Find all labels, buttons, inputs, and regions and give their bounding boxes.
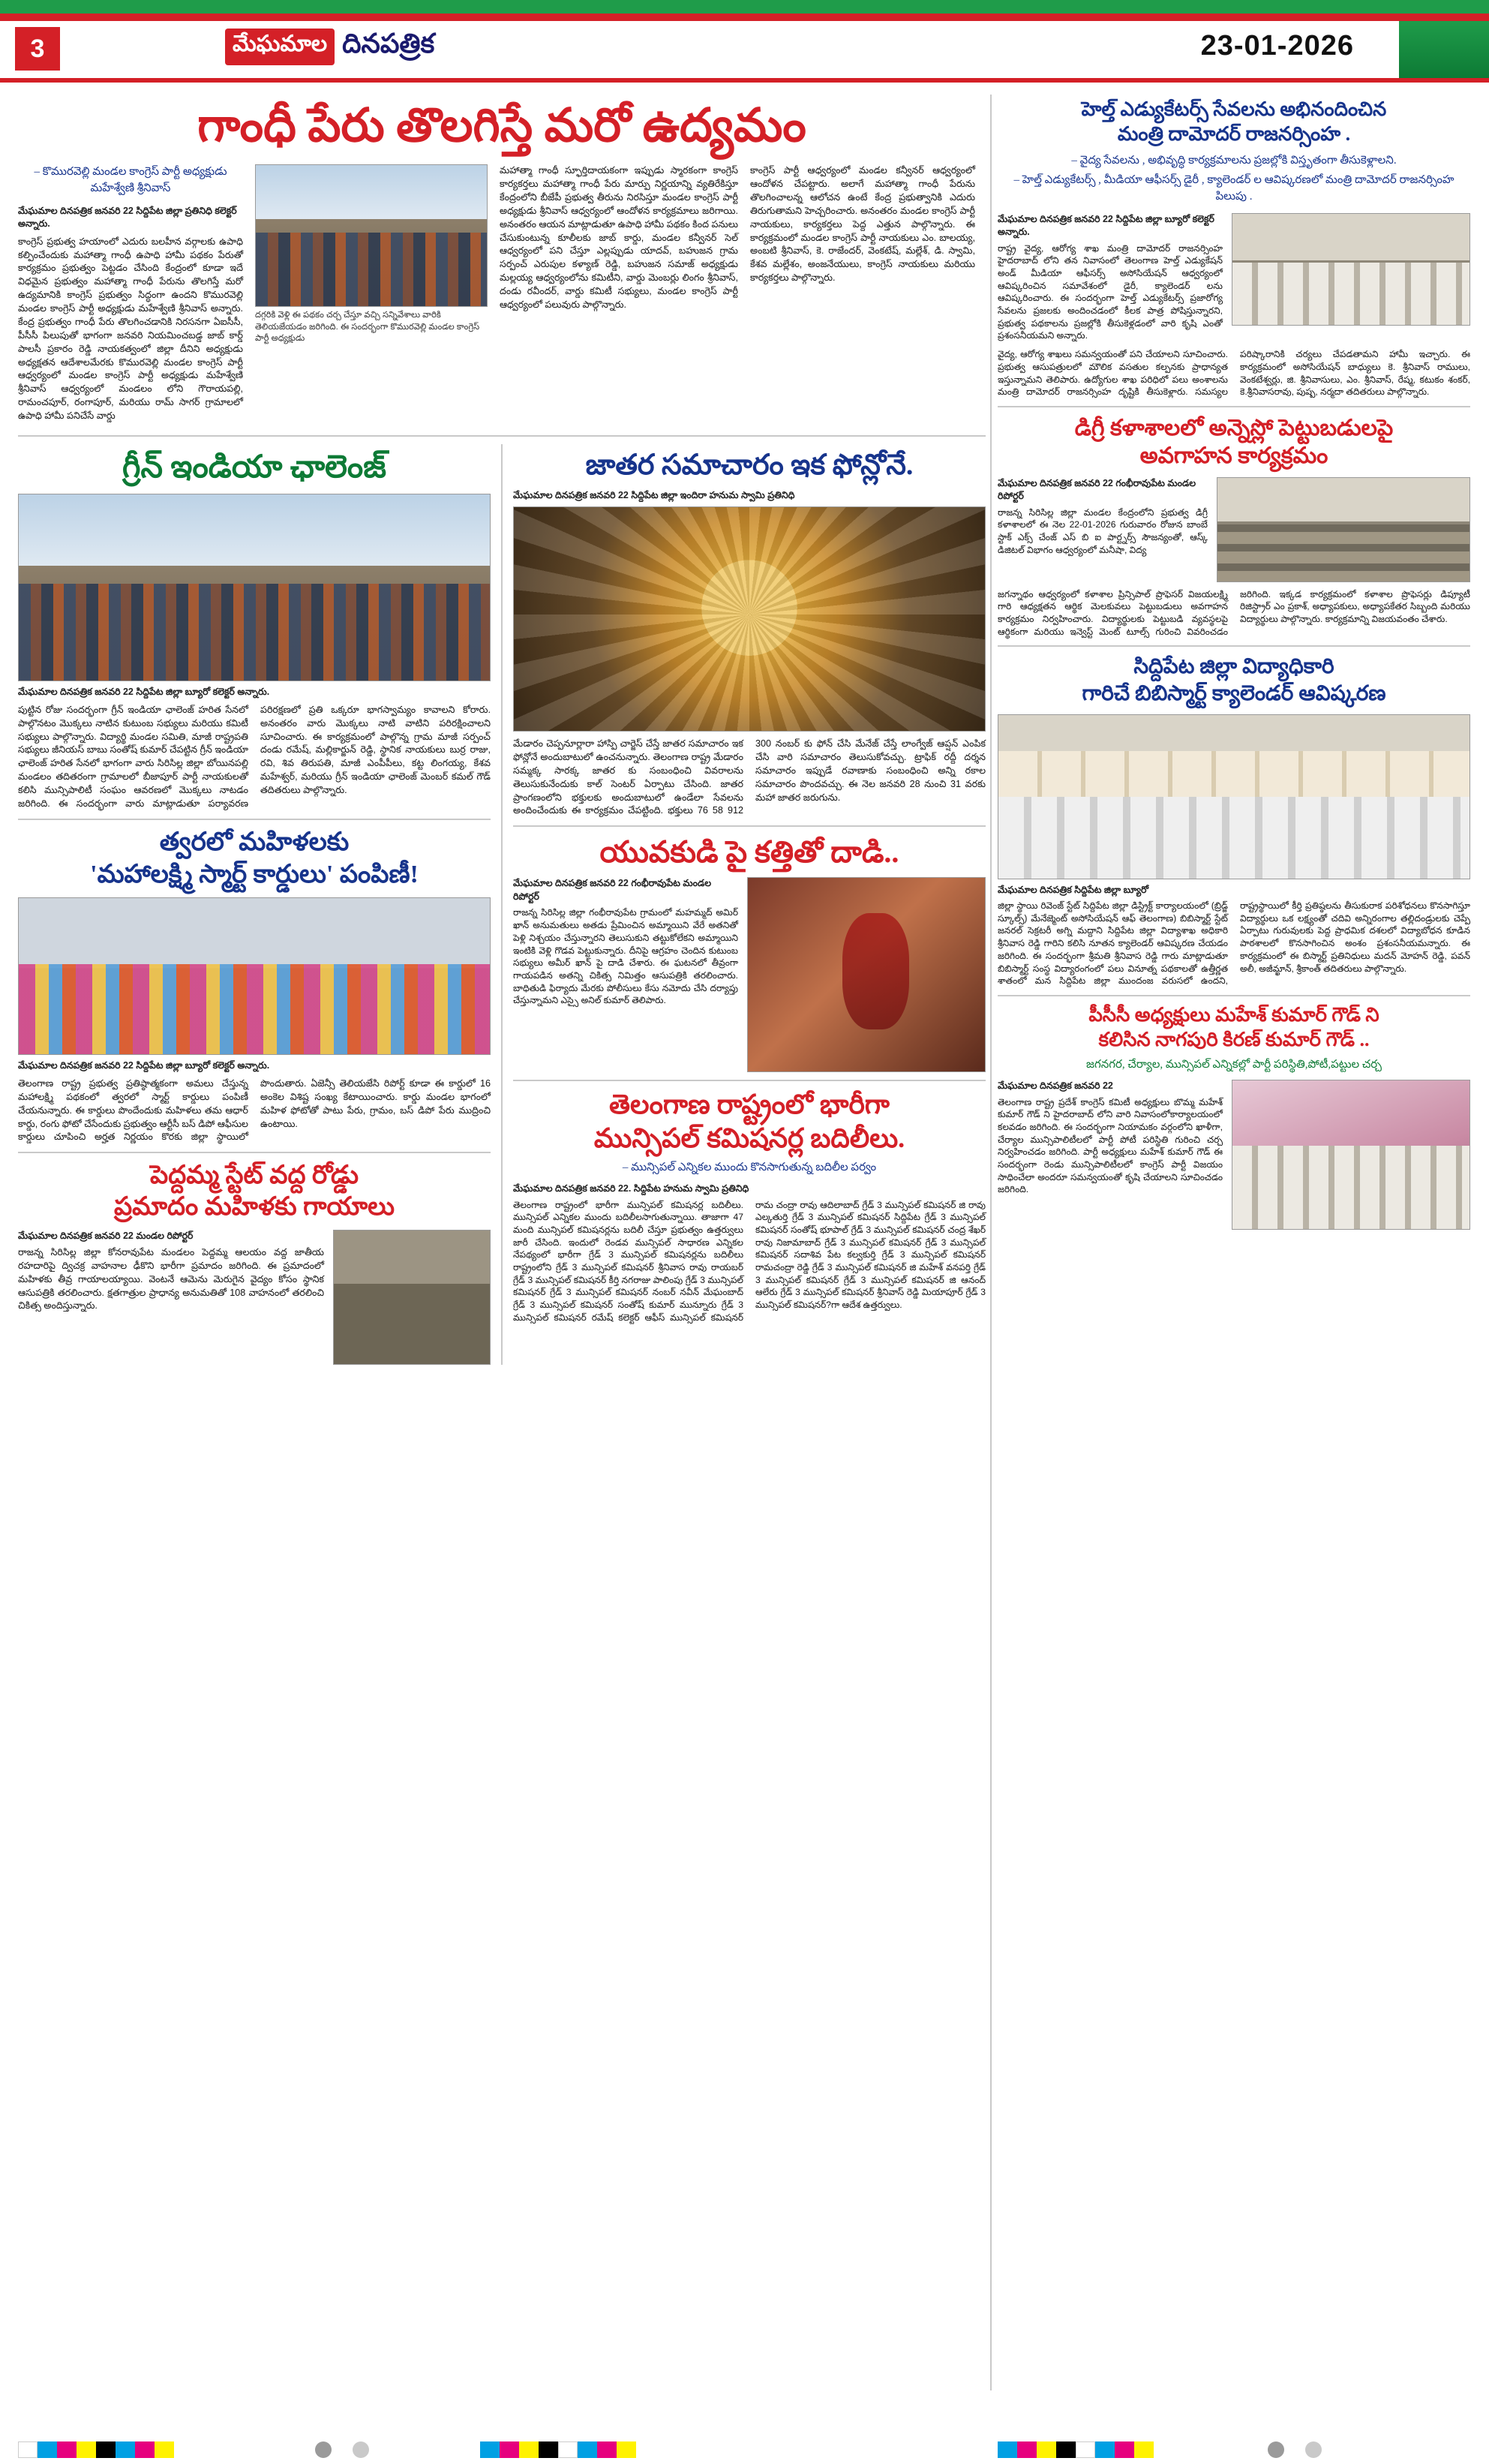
lead-photo bbox=[255, 164, 488, 307]
health-educators-story bbox=[998, 98, 1470, 398]
pcc-byline: మేఘమాల దినపత్రిక జనవరి 22 bbox=[998, 1080, 1113, 1091]
right-column bbox=[998, 95, 1470, 1230]
color-registration-bar-mid bbox=[480, 2441, 636, 2458]
lead-col-2: మహాత్మా గాంధీ స్ఫూర్తిదాయకంగా ఇప్పుడు స్మారకంగా కాంగ్రెస్ కార్యకర్తలు మహాత్మా గాంధీ పేరు మార్పు నిర్ణయాన్ని వ్యతిరేకిస్తూ కేంద్రంలోని బీజేపీ ప్రభుత్వ తీరును నిరసిస్తూ మండల కాంగ్రెస్ పార్టీ అధ్యక్షుడు శ్రీనివాస్ ఆధ్వర్యంలో ఆందోళన కార్యక్రమాలు జరిగాయి. అనంతరం ఆయన మాట్లాడుతూ ఉపాధి హామీ పథకం కింద పనులు చేసుకుంటున్న కూలీలకు జాబ్ కార్డు, మండల కన్వీనర్ సెల్ ఆధ్వర్యంలో పని చేస్తూ ఎల్లప్పుడు యాదవ్, బహుజన గ్రామ సర్పంచ్ ఎరుపుల కళ్యాణ్ రెడ్డి, బహుజన సమాజ్ అధ్యక్షుడు మల్లయ్య ఆధ్వర్యంలోను కమిటీని, వార్డు మెంబర్లు లింగం శ్రీనివాస్, దండు రవీందర్, వార్డు కమిటీ సభ్యులు, మండల కాంగ్రెస్ పార్టీ ఆధ్వర్యంలో పలువురు పాల్గొన్నారు. bbox=[500, 165, 738, 310]
mahalakshmi-story bbox=[18, 828, 491, 1144]
registration-mark-1 bbox=[315, 2441, 332, 2458]
attack-byline: మేఘమాల దినపత్రిక జనవరి 22 గంభీరావుపేట మండల రిపోర్టర్ bbox=[513, 878, 712, 902]
lead-byline: మేఘమాల దినపత్రిక జనవరి 22 సిద్దిపేట జిల్లా ప్రతినిధి కలెక్టర్ అన్నారు. bbox=[18, 205, 237, 230]
color-registration-bar-right bbox=[998, 2441, 1154, 2458]
bis-headline-1: సిద్దిపేట జిల్లా విద్యాధికారి bbox=[1133, 655, 1334, 679]
jatara-headline: జాతర సమాచారం ఇక ఫోన్లోనే. bbox=[585, 449, 914, 481]
logo-secondary: దినపత్రిక bbox=[342, 28, 435, 59]
health-headline-1: హెల్త్ ఎడ్యుకేటర్స్ సేవలను అభినందించిన bbox=[1081, 98, 1387, 120]
municipal-headline-1: తెలంగాణ రాష్ట్రంలో భారీగా bbox=[609, 1089, 890, 1120]
issue-date: 23-01-2026 bbox=[1200, 30, 1354, 62]
municipal-story bbox=[513, 1089, 986, 1324]
newspaper-logo bbox=[225, 23, 434, 71]
degree-college-story bbox=[998, 415, 1470, 639]
degree-byline: మేఘమాల దినపత్రిక జనవరి 22 గంభీరావుపేట మండల రిపోర్టర్ bbox=[998, 477, 1196, 502]
green-india-headline: గ్రీన్ ఇండియా ఛాలెంజ్ bbox=[122, 449, 386, 485]
masthead-green-block bbox=[1399, 21, 1489, 78]
degree-headline-1: డిగ్రీ కళాశాలలో అన్నెస్లో పెట్టుబడులపై bbox=[1074, 415, 1394, 440]
green-india-byline: మేఘమాల దినపత్రిక జనవరి 22 సిద్దిపేట జిల్లా బ్యూరో కలెక్టర్ అన్నారు. bbox=[18, 687, 270, 698]
peddamma-story bbox=[18, 1161, 491, 1365]
masthead-green-bar bbox=[0, 0, 1489, 14]
mahalakshmi-headline-1: త్వరలో మహిళలకు bbox=[159, 828, 350, 856]
lead-photo-caption: దగ్గరికి వెళ్లి ఈ పథకం చర్చ చేస్తూ వచ్చి సన్నివేశాలు వారికి తెలియజేయడం జరిగింది. ఈ సందర్భంగా కొమురవెల్లి మండల కాంగ్రెస్ పార్టీ అధ్యక్షుడు bbox=[255, 311, 480, 343]
pcc-story bbox=[998, 1004, 1470, 1230]
health-photo bbox=[1232, 213, 1470, 326]
attack-headline: యువకుడి పై కత్తితో దాడి.. bbox=[599, 835, 899, 870]
municipal-kicker: – మున్సిపల్ ఎన్నికల ముందు కొనసాగుతున్న బదిలీల పర్వం bbox=[622, 1161, 877, 1174]
green-india-body: పుట్టిన రోజు సందర్భంగా గ్రీన్ ఇండియా ఛాలెంజ్ హరిత సేనలో పాల్గొనటం మొక్కలు నాటిన కుటుంబ సభ్యులు మరియు కమిటీ సభ్యులు పాల్గొన్నారు. విద్యార్థి మండల సమితి, మాజీ రాష్ట్రపతి సభ్యులు జీనియస్ బాబు సంతోష్ కుమార్ చేపట్టిన గ్రీన్ ఇండియా ఛాలెంజ్ హరిత సేనలో భాగంగా వారు సిరిసిల్ల జిల్లా బోయినపల్లి మండలం తదితరంగా గ్రామాలలో బీజాపూర్ పార్టీ నాయకులతో కలిసి మున్సిపాలిటీ సంఘం ఆవరణలో మొక్కలు నాటడం జరిగింది. ఈ సందర్భంగా వారు మాట్లాడుతూ పర్యావరణ పరిరక్షణలో ప్రతి ఒక్కరూ భాగస్వామ్యం కావాలని కోరారు. అనంతరం వారు మొక్కలు నాటి వాటిని పరిరక్షించాలని సూచించారు. ఈ కార్యక్రమంలో పాల్గొన్న గ్రామ మాజీ సర్పంచ్ దండు రమేష్, మల్లికార్జున్ రెడ్డి, స్థానిక నాయకులు బుర్ర రాజు, రవి, శివ తిరుపతి, మాజీ ఎంపీపీలు, కట్ట లింగయ్య, కేశవ మహేశ్వర్, మరియు గ్రీన్ ఇండియా ఛాలెంజ్ మెంబర్ కమల్ గౌడ్ తదితరులు పాల్గొన్నారు. bbox=[18, 704, 491, 809]
bis-headline-2: గారిచే బిబిస్మార్ట్ క్యాలెండర్ ఆవిష్కరణ bbox=[1082, 682, 1386, 705]
jatara-divider bbox=[513, 825, 986, 827]
health-bullet-2: – హెల్త్ ఎడ్యుకేటర్స్ , మీడియా ఆఫీసర్స్ డైరీ , క్యాలెండర్ ల ఆవిష్కరణలో మంత్రి దామోదర్ రాజనర్సింహ పిలుపు . bbox=[1013, 174, 1454, 203]
registration-mark-2 bbox=[353, 2441, 369, 2458]
health-byline: మేఘమాల దినపత్రిక జనవరి 22 సిద్దిపేట జిల్లా బ్యూరో కలెక్టర్ అన్నారు. bbox=[998, 213, 1214, 238]
degree-divider bbox=[998, 645, 1470, 647]
municipal-body: తెలంగాణ రాష్ట్రంలో భారీగా మున్సిపల్ కమిషనర్ల బదిలీలు. మున్సిపల్ ఎన్నికల ముందు బదిలీలసాగుతున్నాయి. తాజాగా 47 మంది మున్సిపల్ కమిషనర్లను బదిలీ చేస్తూ ప్రభుత్వం ఉత్తర్వులు జారీ చేసింది. ఇందులో రెండవ మున్సిపల్ సాధారణ ఎన్నికల నేపథ్యంలో భారీగా గ్రేడ్ 3 మున్సిపల్ కమిషనర్లను బదిలీలు రాష్ట్రంలోని గ్రేడ్ 3 మున్సిపల్ కమిషనర్ శ్రీనివాస రావు రాయబర్ గ్రేడ్ 3 మున్సిపల్ కమిషనర్ కీర్తి నగరాజు పాలింపు గ్రేడ్ 3 మున్సిపల్ కమిషనర్ గ్రేడ్ 3 మున్సిపల్ కమిషనర్ నంబర్ నవీన్ మేఘంబాద్ గ్రేడ్ 3 మున్సిపల్ కమిషనర్ సంతోష్ కుమార్ మున్నూరు గ్రేడ్ 3 మున్సిపల్ కమిషనర్ రమేష్ కలెక్టర్ ఆఫీస్ మున్సిపల్ కమిషనర్ రామ చంద్రా రావు ఆదిలాబాద్ గ్రేడ్ 3 మున్సిపల్ కమిషనర్ జి రావు ఎల్కతుర్తి గ్రేడ్ 3 మున్సిపల్ కమిషనర్ సిద్దిపేట గ్రేడ్ 3 మున్సిపల్ కమిషనర్ సంతోష్ భూపాల్ గ్రేడ్ 3 మున్సిపల్ కమిషనర్ చంద్ర శేఖర్ రావు నిజామాబాద్ గ్రేడ్ 3 మున్సిపల్ కమిషనర్ గ్రేడ్ 3 మున్సిపల్ కమిషనర్ సదాశివ పేట కల్వకుర్తి గ్రేడ్ 3 మున్సిపల్ కమిషనర్ రామచంద్రా రెడ్డి గ్రేడ్ 3 మున్సిపల్ కమిషనర్ జి మహేశ్ వనపర్తి గ్రేడ్ 3 మున్సిపల్ కమిషనర్ గ్రేడ్ 3 మున్సిపల్ కమిషనర్ జి ఆనంద్ ఆలేరు గ్రేడ్ 3 మున్సిపల్ కమిషనర్ శ్రీనివాస్ రెడ్డి మియాపూర్ గ్రేడ్ 3 మున్సిపల్ కమిషనర్?గా ఆదేశ ఉత్తర్వులు. bbox=[513, 1199, 986, 1323]
health-divider bbox=[998, 406, 1470, 407]
pcc-photo bbox=[1232, 1080, 1470, 1230]
registration-mark-4 bbox=[1305, 2441, 1322, 2458]
attack-body: రాజన్న సిరిసిల్ల జిల్లా గంభీరావుపేట గ్రామంలో మహమ్మద్ అమిర్ ఖాన్ అనుమతులు అతడు ప్రేమించిన అమ్మాయిని వేరే అతనితో పెళ్లి నిశ్చయం చేస్తున్నారని తెలుసుకుని తట్టుకోలేకని అమ్మాయిని ఇంటికి వెళ్లి గొడవ పెట్టుకున్నారు. దీనిపై ఆగ్రహం చెందిన కుటుంబ సభ్యులు అమీర్ ఖాన్ పై దాడి చేశారు. ఈ ఘటనలో తీవ్రంగా గాయపడిన అతన్ని చికిత్స నిమిత్తం ఆసుపత్రికి తరలించారు. బాధితుడి ఫిర్యాదు మేరకు పోలీసులు కేసు నమోదు చేసి దర్యాప్తు చేస్తున్నామని ఎస్సై అనిల్ కుమార్ తెలిపారు. bbox=[513, 907, 738, 1006]
pcc-headline-2: కలిసిన నాగపురి కిరణ్ కుమార్ గౌడ్ .. bbox=[1098, 1028, 1370, 1050]
health-headline-2: మంత్రి దామోదర్ రాజనర్సింహ . bbox=[1117, 123, 1351, 146]
lead-story bbox=[18, 99, 986, 423]
jatara-byline: మేఘమాల దినపత్రిక జనవరి 22 సిద్దిపేట జిల్లా ఇందిరా హనుమ స్వామి ప్రతినిధి bbox=[513, 489, 795, 500]
degree-col-2: జగన్నాథం ఆధ్వర్యంలో కళాశాల ప్రిన్సిపాల్ ప్రొఫెసర్ విజయలక్ష్మి గారి ఆధ్యక్షతన ఆర్థిక మెలకువలు పెట్టుబడులు అవగాహన కార్యక్రమం నిర్వహించారు. విద్యార్థులకు పెట్టుబడి వ్యవస్థలపై ఆర్థికంగా మరియు ఇన్వెస్ట్ మెంట్ టూల్స్ గురించి వివరించడం జరిగింది. ఇక్కడ కార్యక్రమంలో కళాశాల ప్రొఫెసర్లు డిప్యూటీ రిజిస్ట్రార్ ఎం ప్రకాశ్, అధ్యాపకులు, అధ్యాపకేతర సిబ్బంది మరియు విద్యార్థులు పాల్గొన్నారు. కార్యక్రమాన్ని విజయవంతం చేశారు. bbox=[998, 588, 1470, 637]
municipal-byline: మేఘమాల దినపత్రిక జనవరి 22. సిద్దిపేట హనుమ స్వామి ప్రతినిధి bbox=[513, 1183, 749, 1194]
bis-calendar-story bbox=[998, 654, 1470, 987]
page-number: 3 bbox=[15, 27, 60, 71]
health-col-2: వైద్య, ఆరోగ్య శాఖలు సమన్వయంతో పని చేయాలని సూచించారు. ప్రభుత్వ ఆసుపత్రులలో మౌలిక వసతుల కల్పనకు ప్రాధాన్యత ఇస్తున్నామని తెలిపారు. ఉద్యోగుల శాఖ పరిధిలో పలు అంశాలను మంత్రి దామోదర్ రాజనర్సింహ దృష్టికి తీసుకెళ్లారు. సమస్యల పరిష్కారానికి చర్యలు చేపడతామని హామీ ఇచ్చారు. ఈ కార్యక్రమంలో అసోసియేషన్ బాధ్యులు కె. శ్రీనివాస్ రాములు, వెంకటేశ్వర్లు, జి. శ్రీనివాసులు, ఎం. శ్రీనివాస్, రేష్మ, కటుకం శంకర్, కె.శ్రీనివాసరావు, పుష్ప, నర్మదా తదితరులు పాల్గొన్నారు. bbox=[998, 349, 1470, 398]
lead-divider bbox=[18, 435, 986, 437]
mahalakshmi-byline: మేఘమాల దినపత్రిక జనవరి 22 సిద్దిపేట జిల్లా బ్యూరో కలెక్టర్ అన్నారు. bbox=[18, 1060, 270, 1071]
pcc-body: తెలంగాణ రాష్ట్ర ప్రదేశ్ కాంగ్రెస్ కమిటీ అధ్యక్షులు బొమ్మ మహేశ్ కుమార్ గౌడ్ ని హైదరాబాద్ లోని వారి నివాసంలోకార్యాలయంలో కలవడం జరిగింది. ఈ సందర్భంగా నియామకం వర్గంలోని ఖాళీగా, చేర్యాల మున్సిపాలిటీలలో పార్టీ పోటీ పరిస్థితి గురించి చర్చ నిర్వహించడం జరిగింది. పార్టీ అధ్యక్షులు మహేశ్ కుమార్ గౌడ్ ఈ సందర్భంగా రెండు మున్సిపాలిటీలలో కాంగ్రెస్ పార్టీ విజయం సాధించేలా అందరూ సమన్వయంతో కృషి చేయాలని సూచించడం జరిగింది. bbox=[998, 1096, 1223, 1195]
jatara-story bbox=[513, 449, 986, 818]
municipal-headline-2: మున్సిపల్ కమిషనర్ల బదిలీలు. bbox=[593, 1122, 905, 1153]
pcc-headline-1: పీసీసీ అధ్యక్షులు మహేశ్ కుమార్ గౌడ్ ని bbox=[1088, 1003, 1379, 1026]
mahalakshmi-photo bbox=[18, 897, 491, 1055]
green-india-divider bbox=[18, 819, 491, 820]
pcc-kicker: జగనగర, చేర్యాల, మున్సిపల్ ఎన్నికల్లో పార్టీ పరిస్థితి,పోటీ,పట్టుల చర్చ bbox=[1085, 1059, 1382, 1071]
health-bullet-1: – వైద్య సేవలను , అభివృద్ధి కార్యక్రమాలను ప్రజల్లోకి విస్తృతంగా తీసుకెళ్లాలని. bbox=[1071, 155, 1397, 167]
degree-photo bbox=[1217, 477, 1470, 582]
peddamma-body: రాజన్న సిరిసిల్ల జిల్లా కోనరావుపేట మండలం పెద్దమ్మ ఆలయం వద్ద జాతీయ రహదారిపై ద్విచక్ర వాహనాల ఢీకొని భారీగా ప్రమాదం జరిగింది. ఈ ప్రమాదంలో మహిళకు తీవ్ర గాయాలయ్యాయి. వెంటనే ఆమెను మెరుగైన వైద్యం కోసం స్థానిక ఆసుపత్రికి తరలించారు. క్షతగాత్రుల ప్రాధాన్య అనుమతితో 108 వాహనంలో తరలించి చికిత్స అందిస్తున్నారు. bbox=[18, 1246, 324, 1312]
bis-body: జిల్లా స్థాయి రివెంజ్ స్టేట్ సిద్దిపేట జిల్లా డిస్ట్రిక్ట్ కార్యాలయంలో (బ్రిడ్జ్ స్కూల్స్) మేనేజ్మెంట్ అసోసియేషన్ ఆఫ్ తెలంగాణ) బిబిస్మార్ట్ స్టేట్ జనరల్ సెక్రటరీ అగ్ని మద్దాని సిద్దిపేట జిల్లా విద్యాశాఖ అధికారి శ్రీనివాస రెడ్డి గారిని కలిసి నూతన క్యాలెండర్ ఆవిష్కరణ చేయడం జరిగింది. ఈ సందర్భంగా శ్రీమతి శ్రీనివాస రెడ్డి గారు మాట్లాడుతూ బిబిస్మార్ట్ సంస్థ విద్యారంగంలో పలు వినూత్న పథకాలతో ఉత్తీర్ణత శాతంలో మన సిద్దిపేట జిల్లా ముందంజ వరుసలో ఉందని, రాష్ట్రస్థాయిలో కీర్తి ప్రతిష్ఠలను తీసుకురాక పరిశోధనలు కొనసాగిస్తూ విద్యార్థులు ఒక లక్ష్యంతో చదివి అన్నిరంగాల తల్లిదండ్రులకు చెప్పే ఏర్పాటు గురువులకు పెద్ద ప్రాధమిక దశలలో విద్యాబోధన కూడిన పాఠశాలలో కొనసాగించిన అంశం ప్రశంసనీయమన్నారు. ఈ కార్యక్రమంలో ఈ బిస్మార్ట్ ప్రతినిధులు మదన్ మోహన్ రెడ్డి, పవన్ అలీ, అజీమ్ఖాన్, శ్రీకాంత్ తదితరులు పాల్గొన్నారు. bbox=[998, 900, 1470, 987]
masthead bbox=[0, 0, 1489, 84]
attack-divider bbox=[513, 1080, 986, 1081]
jatara-body: మేడారం చెప్పనూర్లారా హాస్పి చార్జెస్ చేస్తే జాతర సమాచారం ఇక ఫోన్లోనే అందుబాటులో ఉంచనున్నారు. తెలంగాణ రాష్ట్ర మేడారం సమ్మక్క సారక్క జాతర కు సంబంధించి వివరాలను తెలుసుకునేందుకు కాల్ సెంటర్ ఏర్పాటు చేసింది. జాతర ప్రాంగణంలోని భక్తులకు అందుబాటులో ఉండేలా సేవలను అందించేందుకు ఈ కార్యక్రమం చేపట్టింది. భక్తులు 76 58 912 300 నంబర్ కు ఫోన్ చేసి మేనేజ్ చేస్తే లాంగ్వేజ్ ఆప్షన్ ఎంపిక చేసి వారి సమాచారం తెలుసుకోవచ్చు. ట్రాఫిక్ రద్దీ దర్శన సమాచారం ఇప్పుడే రవాణాకు సంబంధించి అన్ని రకాల సమాచారం పొందవచ్చు. ఈ నెల జనవరి 28 నుంచి 31 వరకు మహా జాతర జరుగును. bbox=[513, 738, 986, 816]
degree-headline-2: అవగాహన కార్యక్రమం bbox=[1139, 443, 1328, 469]
lead-col-1: కాంగ్రెస్ ప్రభుత్వ హయాంలో ఎదురు బలహీన వర్గాలకు ఉపాధి కల్పించేందుకు మహాత్మా గాంధీ ఉపాధి హామీ పథకం పేరుతో కార్యక్రమం ప్రభుత్వం పెట్టడం చేసింది కేంద్రంలో కూడా ఇదే విధమైన ప్రభుత్వం మహాత్మా గాంధీ పేరును తొలగిస్తే మరో ఉద్యమానికి కాంగ్రెస్ ప్రభుత్వం సిద్ధంగా ఉందని కొమురవెల్లి మండల కాంగ్రెస్ పార్టీ అధ్యక్షుడు మహేశ్వేణి శ్రీనివాస్ అన్నారు. కేంద్ర ప్రభుత్వం గాంధీ పేరు తొలగించడానికి నిరసనగా ఏఐసీసీ, పీసీసీ పిలుపుతో భాగంగా జనవరి నియమించబడ్డ జాబ్ కార్డ్ పాలసీ ప్రకారం రెడ్డి నాయకత్వంలో జిల్లా దీనిని అధ్యక్షుడు అధ్యక్షతన ఆదేశాలమేరకు కొమురవెల్లి మండల కాంగ్రెస్ పార్టీ ఆధ్వర్యంలో మండల కాంగ్రెస్ పార్టీ అధ్యక్షుడు మహేశ్వేణి శ్రీనివాస్ ఆధ్వర్యంలో మండలం లోని గౌరాయపల్లి, రామంచపూర్, రంగాపూర్, మరియు రామ్ సాగర్ గ్రామాలలో ఉపాధి హామీ పనిచేసే వార్డు bbox=[18, 236, 243, 422]
lead-headline: గాంధీ పేరు తొలగిస్తే మరో ఉద్యమం bbox=[197, 101, 806, 152]
mahalakshmi-headline-2: 'మహాలక్ష్మి స్మార్ట్ కార్డులు' పంపిణీ! bbox=[90, 860, 419, 888]
logo-primary: మేఘమాల bbox=[225, 29, 335, 65]
jatara-photo bbox=[513, 506, 986, 732]
mahalakshmi-body: తెలంగాణ రాష్ట్ర ప్రభుత్వ ప్రతిష్ఠాత్మకంగా అమలు చేస్తున్న మహాలక్ష్మి పథకంలో త్వరలో స్మార్ట్ కార్డులు పంపిణీ చేయనున్నారు. ఈ కార్డులు పొందేందుకు మహిళలు తమ ఆధార్ కార్డు, రంగు ఫోటో చేసేందుకు ప్రభుత్వం ఆర్టీసీ బస్ డిపో ఆఫీసుల కార్డులు చూపించి అర్హత నిర్ణయం కొరకు జిల్లా స్థాయిలో పొందుతారు. ఏజెన్సీ తెలియజేసి రిపోర్ట్ కూడా ఈ కార్డులో 16 అంకెల విశిష్ట సంఖ్య కేటాయించారు. కార్డు మండల భాగంలో మహిళ ఫోటోతో పాటు పేరు, గ్రామం, బస్ డిపో పేరు ముద్రించి ఉంటాయి. bbox=[18, 1077, 491, 1143]
lead-col-3: కాంగ్రెస్ పార్టీ ఆధ్వర్యంలో మండల కన్వీనర్ ఆధ్వర్యంలో ఆందోళన చేపట్టారు. అలాగే మహాత్మా గాంధీ పేరును తొలగించాలన్న ఆలోచన ఉంటే కేంద్ర ప్రభుత్వానికి ఎదురు తిరుగుతామని హెచ్చరించారు. అనంతరం మండల కాంగ్రెస్ పార్టీ నాయకులు, కార్యకర్తలు పెద్ద ఎత్తున పాల్గొన్నారు. ఈ కార్యక్రమంలో మండల కాంగ్రెస్ పార్టీ నాయకులు ఎం. బాలయ్య, అంబటి శ్రీనివాస్, కె. రాజేందర్, వెంకటేష్, మల్లేశ్, డి. స్వామి, కేశవ మల్లేశం, అంజనేయులు, కాంగ్రెస్ నాయకులు మరియు కార్యకర్తలు పాల్గొన్నారు. bbox=[750, 165, 975, 284]
green-india-story bbox=[18, 449, 491, 811]
sub-column-a bbox=[18, 444, 503, 1366]
mahalakshmi-divider bbox=[18, 1152, 491, 1153]
bis-byline: మేఘమాల దినపత్రిక సిద్దిపేట జిల్లా బ్యూరో bbox=[998, 884, 1149, 895]
green-india-photo bbox=[18, 494, 491, 681]
peddamma-headline-2: ప్రమాదం మహిళకు గాయాలు bbox=[113, 1193, 395, 1221]
color-registration-bar-left bbox=[18, 2441, 174, 2458]
bis-divider bbox=[998, 995, 1470, 996]
left-column bbox=[18, 95, 986, 1365]
registration-mark-3 bbox=[1268, 2441, 1284, 2458]
lead-kicker: – కొమురవెల్లి మండల కాంగ్రెస్ పార్టీ అధ్యక్షుడు మహేశ్వేణి శ్రీనివాస్ bbox=[34, 166, 227, 194]
masthead-rule bbox=[0, 78, 1489, 83]
peddamma-photo bbox=[333, 1230, 491, 1365]
attack-photo bbox=[747, 877, 986, 1072]
degree-col-1: రాజన్న సిరిసిల్ల జిల్లా మండల కేంద్రంలోని ప్రభుత్వ డిగ్రీ కళాశాలలో ఈ నెల 22-01-2026 గురువారం రోజున బాంబే స్టాక్ ఎక్స్ చేంజ్ ఎస్ బి ఐ పార్ట్నర్స్ సౌజన్యంతో, ఆస్క్ డిజిటల్ విభాగం ఆధ్వర్యంలో మనీషా, విద్య bbox=[998, 506, 1208, 555]
column-divider-main bbox=[990, 95, 992, 2390]
health-col-1: రాష్ట్ర వైద్య, ఆరోగ్య శాఖ మంత్రి దామోదర్ రాజనర్సింహ హైదరాబాద్ లోని తన నివాసంలో తెలంగాణ హెల్త్ ఎడ్యుకేషన్ అండ్ మీడియా ఆఫీసర్స్ అసోసియేషన్ ఆధ్వర్యంలో ఆవిష్కరించిన సమావేశంలో డైరీ, క్యాలెండర్ లను ఆవిష్కరించారు. ఈ సందర్భంగా హెల్త్ ఎడ్యుకేటర్స్ ప్రజారోగ్య సేవలను ప్రజలకు అందించడంలో కీలక పాత్ర పోషిస్తున్నారని, ప్రభుత్వ పథకాలను ప్రజల్లోకి తీసుకెళ్లడంలో వారి కృషి ఎంతో ప్రశంసనీయమని అన్నారు. bbox=[998, 242, 1223, 341]
masthead-red-bar bbox=[0, 14, 1489, 21]
sub-column-b bbox=[503, 444, 986, 1366]
attack-story bbox=[513, 834, 986, 1072]
peddamma-headline-1: పెద్దమ్మ స్టేట్ వద్ద రోడ్డు bbox=[150, 1161, 359, 1190]
peddamma-byline: మేఘమాల దినపత్రిక జనవరి 22 మండల రిపోర్టర్ bbox=[18, 1230, 194, 1242]
bis-photo bbox=[998, 714, 1470, 879]
